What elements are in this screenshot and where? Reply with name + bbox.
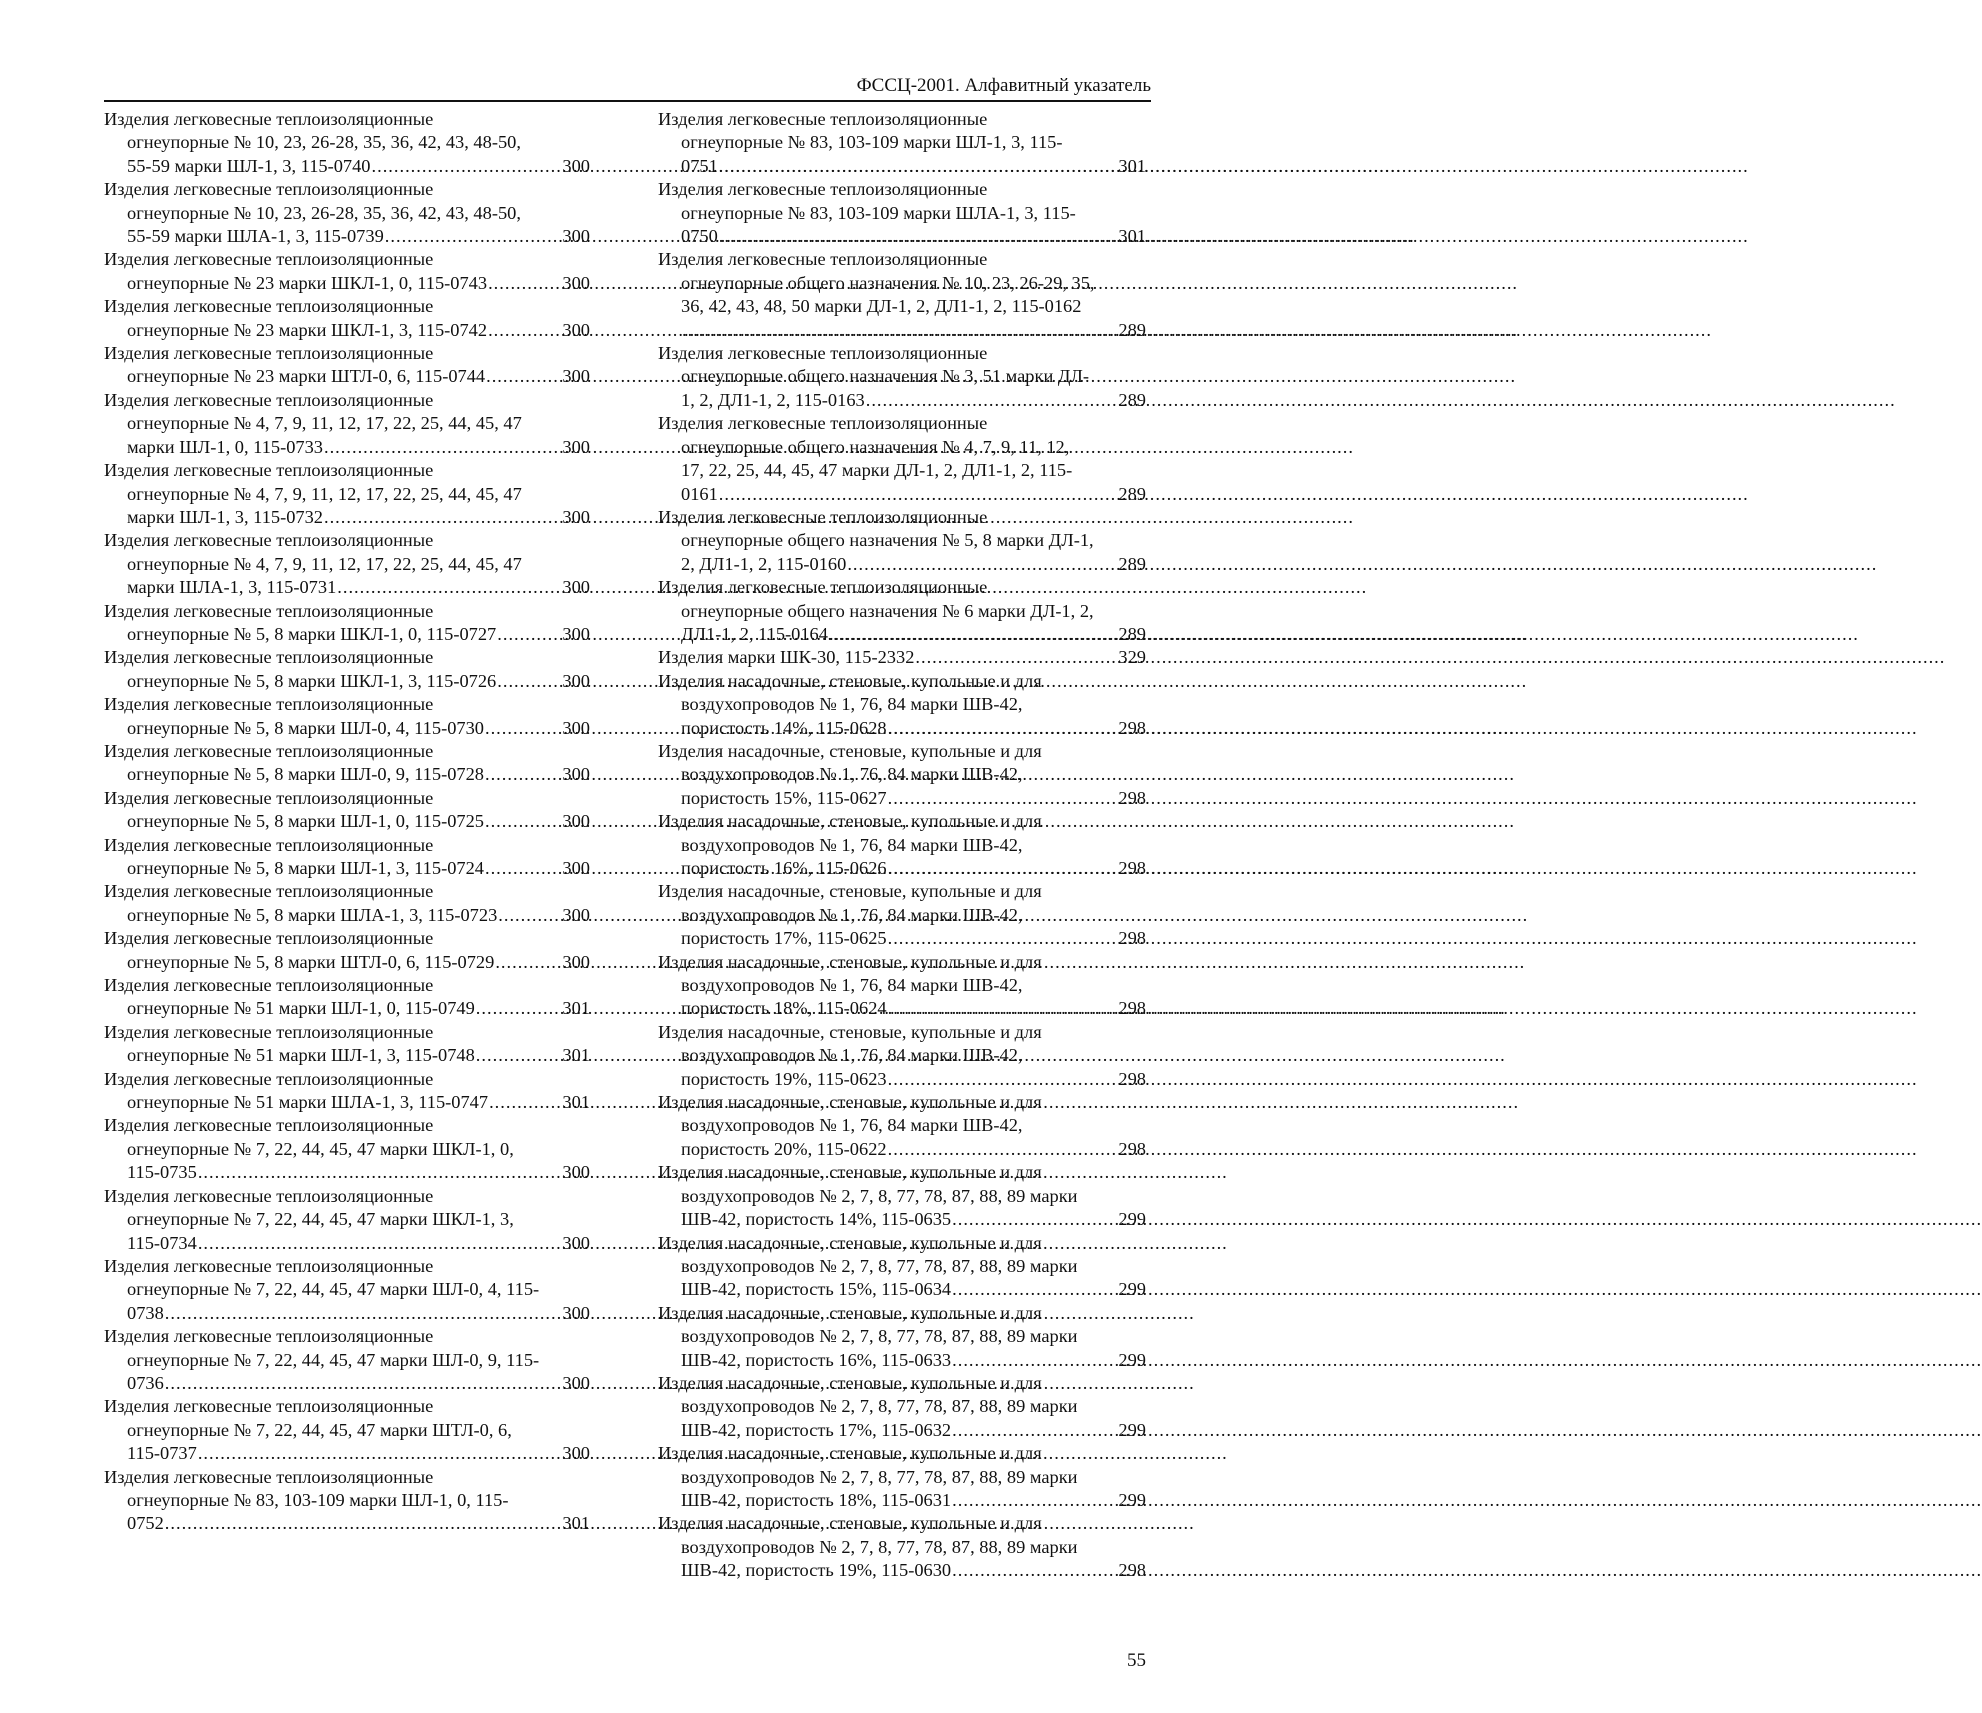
entry-text: Изделия насадочные, стеновые, купольные и для	[658, 811, 1042, 832]
entry-page-ref: 300	[562, 811, 590, 832]
index-entry	[104, 108, 590, 178]
entry-text: Изделия легковесные теплоизоляционные	[104, 787, 434, 808]
entry-page-ref: 289	[1118, 319, 1146, 340]
entry-text: огнеупорные № 7, 22, 44, 45, 47 марки ШЛ-0, 4, 115-	[127, 1279, 540, 1300]
leader-dots	[888, 927, 1118, 950]
index-entry	[658, 1161, 1146, 1231]
entry-text: 0751	[681, 155, 718, 176]
leader-dots	[719, 483, 1118, 506]
index-entry	[658, 1021, 1146, 1091]
leader-dots	[682, 319, 1117, 342]
entry-page-ref: 300	[562, 319, 590, 340]
index-entry	[658, 646, 1146, 669]
entry-text: воздухопроводов № 1, 76, 84 марки ШВ-42,	[681, 694, 1023, 715]
entry-text: Изделия легковесные теплоизоляционные	[104, 1255, 434, 1276]
entry-text: 2, ДЛ1-1, 2, 115-0160	[681, 553, 847, 574]
entry-text: огнеупорные № 5, 8 марки ШЛА-1, 3, 115-0723	[127, 904, 498, 925]
leader-dots	[952, 1489, 1117, 1512]
entry-text: Изделия легковесные теплоизоляционные	[104, 1326, 434, 1347]
leader-dots	[952, 1349, 1117, 1372]
index-entry	[658, 670, 1146, 740]
index-entry	[104, 927, 590, 974]
entry-page-ref: 299	[1118, 1279, 1146, 1300]
leader-dots	[198, 1232, 562, 1255]
entry-text: огнеупорные № 4, 7, 9, 11, 12, 17, 22, 25, 44, 45, 47	[127, 413, 522, 434]
entry-text: огнеупорные № 83, 103-109 марки ШЛ-1, 0, 115-	[127, 1489, 509, 1510]
entry-text: Изделия легковесные теплоизоляционные	[104, 1185, 434, 1206]
leader-dots	[488, 319, 561, 342]
entry-page-ref: 301	[562, 1513, 590, 1534]
index-entry	[658, 108, 1146, 178]
leader-dots	[495, 951, 561, 974]
leader-dots	[719, 225, 1118, 248]
entry-text: пористость 20%, 115-0622	[681, 1138, 887, 1159]
index-entry	[658, 248, 1146, 342]
entry-page-ref: 289	[1118, 389, 1146, 410]
entry-text: 115-0734	[127, 1232, 197, 1253]
entry-text: воздухопроводов № 1, 76, 84 марки ШВ-42,	[681, 904, 1023, 925]
leader-dots	[198, 1161, 562, 1184]
leader-dots	[888, 717, 1118, 740]
entry-text: Изделия марки ШК-30, 115-2332	[658, 647, 915, 668]
entry-text: огнеупорные № 23 марки ШТЛ-0, 6, 115-0744	[127, 366, 486, 387]
entry-text: Изделия легковесные теплоизоляционные	[104, 249, 434, 270]
entry-text: огнеупорные общего назначения № 4, 7, 9, 11, 12,	[681, 436, 1070, 457]
leader-dots	[847, 553, 1117, 576]
leader-dots	[952, 1208, 1117, 1231]
index-entry	[658, 576, 1146, 646]
index-entry	[104, 1466, 590, 1536]
entry-text: марки ШЛ-1, 3, 115-0732	[127, 506, 323, 527]
entry-text: воздухопроводов № 1, 76, 84 марки ШВ-42,	[681, 975, 1023, 996]
entry-text: огнеупорные № 5, 8 марки ШЛ-0, 9, 115-0728	[127, 764, 484, 785]
entry-text: огнеупорные № 7, 22, 44, 45, 47 марки ШТЛ-0, 6,	[127, 1419, 512, 1440]
leader-dots	[372, 155, 562, 178]
entry-page-ref: 300	[562, 366, 590, 387]
entry-text: ШВ-42, пористость 16%, 115-0633	[681, 1349, 952, 1370]
leader-dots	[888, 997, 1118, 1020]
entry-text: воздухопроводов № 1, 76, 84 марки ШВ-42,	[681, 764, 1023, 785]
entry-text: огнеупорные общего назначения № 6 марки ДЛ-1, 2,	[681, 600, 1094, 621]
entry-text: пористость 15%, 115-0627	[681, 787, 887, 808]
entry-text: пористость 19%, 115-0623	[681, 1068, 887, 1089]
index-entry	[104, 342, 590, 389]
leader-dots	[324, 506, 561, 529]
leader-dots	[337, 576, 561, 599]
index-entry	[104, 740, 590, 787]
entry-page-ref: 289	[1118, 483, 1146, 504]
entry-page-ref: 300	[562, 1232, 590, 1253]
entry-text: 0750	[681, 226, 718, 247]
leader-dots	[476, 997, 562, 1020]
index-entry	[104, 974, 590, 1021]
entry-text: Изделия легковесные теплоизоляционные	[658, 577, 988, 598]
entry-text: 0736	[127, 1372, 164, 1393]
entry-text: огнеупорные № 83, 103-109 марки ШЛА-1, 3, 115-	[681, 202, 1076, 223]
entry-page-ref: 301	[1118, 226, 1146, 247]
entry-text: огнеупорные общего назначения № 3, 51 марки ДЛ-	[681, 366, 1090, 387]
leader-dots	[165, 1302, 562, 1325]
entry-text: Изделия насадочные, стеновые, купольные и для	[658, 951, 1042, 972]
entry-text: пористость 17%, 115-0625	[681, 928, 887, 949]
entry-text: ШВ-42, пористость 14%, 115-0635	[681, 1209, 952, 1230]
entry-page-ref: 300	[562, 951, 590, 972]
leader-dots	[497, 623, 561, 646]
entry-text: огнеупорные № 5, 8 марки ШКЛ-1, 3, 115-0726	[127, 670, 497, 691]
entry-page-ref: 298	[1118, 787, 1146, 808]
entry-text: огнеупорные № 7, 22, 44, 45, 47 марки ШКЛ-1, 0,	[127, 1138, 514, 1159]
entry-text: Изделия легковесные теплоизоляционные	[104, 1396, 434, 1417]
index-entry	[658, 1442, 1146, 1512]
entry-text: марки ШЛА-1, 3, 115-0731	[127, 577, 337, 598]
entry-page-ref: 300	[562, 506, 590, 527]
index-entry	[104, 1255, 590, 1325]
index-entry	[104, 1114, 590, 1184]
index-entry	[658, 178, 1146, 248]
entry-text: огнеупорные общего назначения № 5, 8 марки ДЛ-1,	[681, 530, 1094, 551]
entry-text: Изделия легковесные теплоизоляционные	[104, 834, 434, 855]
leader-dots	[888, 1068, 1118, 1091]
entry-text: Изделия легковесные теплоизоляционные	[104, 179, 434, 200]
entry-text: огнеупорные № 51 марки ШЛА-1, 3, 115-0747	[127, 1092, 489, 1113]
entry-text: ДЛ1-1, 2, 115-0164	[681, 623, 828, 644]
entry-text: Изделия легковесные теплоизоляционные	[104, 694, 434, 715]
leader-dots	[497, 670, 561, 693]
entry-text: огнеупорные № 10, 23, 26-28, 35, 36, 42, 43, 48-50,	[127, 132, 521, 153]
entry-text: 0752	[127, 1513, 164, 1534]
entry-text: ШВ-42, пористость 15%, 115-0634	[681, 1279, 952, 1300]
entry-text: огнеупорные № 5, 8 марки ШЛ-0, 4, 115-0730	[127, 717, 484, 738]
entry-text: Изделия насадочные, стеновые, купольные и для	[658, 1513, 1042, 1534]
entry-text: Изделия легковесные теплоизоляционные	[104, 881, 434, 902]
entry-text: огнеупорные № 7, 22, 44, 45, 47 марки ШЛ-0, 9, 115-	[127, 1349, 540, 1370]
entry-text: огнеупорные № 5, 8 марки ШКЛ-1, 0, 115-0727	[127, 623, 497, 644]
entry-text: 55-59 марки ШЛА-1, 3, 115-0739	[127, 226, 384, 247]
leader-dots	[165, 1372, 562, 1395]
entry-text: воздухопроводов № 2, 7, 8, 77, 78, 87, 88, 89 марки	[681, 1326, 1078, 1347]
index-entry	[104, 1068, 590, 1115]
entry-text: Изделия легковесные теплоизоляционные	[104, 1068, 434, 1089]
entry-text: воздухопроводов № 1, 76, 84 марки ШВ-42,	[681, 1115, 1023, 1136]
entry-text: Изделия насадочные, стеновые, купольные и для	[658, 1092, 1042, 1113]
entry-text: 17, 22, 25, 44, 45, 47 марки ДЛ-1, 2, ДЛ1-1, 2, 115-	[681, 460, 1073, 481]
entry-text: Изделия насадочные, стеновые, купольные и для	[658, 740, 1042, 761]
entry-text: пористость 18%, 115-0624	[681, 998, 887, 1019]
entry-page-ref: 300	[562, 577, 590, 598]
leader-dots	[888, 857, 1118, 880]
index-entry	[104, 178, 590, 248]
leader-dots	[485, 763, 561, 786]
entry-text: Изделия легковесные теплоизоляционные	[104, 928, 434, 949]
index-entry	[658, 1512, 1146, 1582]
index-entry	[104, 459, 590, 529]
index-entry	[658, 1372, 1146, 1442]
entry-text: огнеупорные № 5, 8 марки ШТЛ-0, 6, 115-0729	[127, 951, 495, 972]
entry-text: воздухопроводов № 2, 7, 8, 77, 78, 87, 88, 89 марки	[681, 1396, 1078, 1417]
index-entry	[658, 342, 1146, 412]
entry-text: огнеупорные № 5, 8 марки ШЛ-1, 3, 115-0724	[127, 858, 484, 878]
index-entry	[104, 529, 590, 599]
entry-text: ШВ-42, пористость 18%, 115-0631	[681, 1489, 952, 1510]
entry-page-ref: 301	[1118, 155, 1146, 176]
leader-dots	[866, 389, 1118, 412]
entry-text: Изделия легковесные теплоизоляционные	[658, 109, 988, 129]
entry-page-ref: 299	[1118, 1489, 1146, 1510]
page-header	[104, 64, 1151, 102]
entry-page-ref: 301	[562, 1045, 590, 1066]
entry-text: Изделия легковесные теплоизоляционные	[658, 179, 988, 200]
entry-text: 55-59 марки ШЛ-1, 3, 115-0740	[127, 155, 371, 176]
index-entry	[104, 1395, 590, 1465]
leader-dots	[385, 225, 562, 248]
entry-page-ref: 289	[1118, 623, 1146, 644]
entry-text: Изделия легковесные теплоизоляционные	[658, 413, 988, 434]
entry-page-ref: 298	[1118, 1560, 1146, 1581]
entry-page-ref: 329	[1118, 647, 1146, 668]
entry-text: ШВ-42, пористость 19%, 115-0630	[681, 1560, 952, 1581]
index-entry	[104, 295, 590, 342]
entry-text: Изделия насадочные, стеновые, купольные и для	[658, 1162, 1042, 1183]
entry-text: Изделия легковесные теплоизоляционные	[104, 343, 434, 364]
index-column-left	[104, 108, 590, 1536]
leader-dots	[498, 904, 561, 927]
entry-text: 0161	[681, 483, 718, 504]
index-entry	[104, 880, 590, 927]
leader-dots	[485, 857, 561, 880]
entry-page-ref: 300	[562, 623, 590, 644]
entry-page-ref: 298	[1118, 1138, 1146, 1159]
entry-text: 115-0737	[127, 1443, 197, 1464]
entry-text: Изделия легковесные теплоизоляционные	[104, 740, 434, 761]
entry-text: 0738	[127, 1302, 164, 1323]
entry-page-ref: 300	[562, 1302, 590, 1323]
entry-text: огнеупорные № 83, 103-109 марки ШЛ-1, 3, 115-	[681, 132, 1063, 153]
entry-page-ref: 300	[562, 272, 590, 293]
entry-page-ref: 289	[1118, 553, 1146, 574]
entry-text: Изделия легковесные теплоизоляционные	[104, 530, 434, 551]
entry-text: воздухопроводов № 2, 7, 8, 77, 78, 87, 88, 89 марки	[681, 1185, 1078, 1206]
entry-page-ref: 300	[562, 858, 590, 878]
entry-page-ref: 300	[562, 1443, 590, 1464]
entry-text: Изделия насадочные, стеновые, купольные и для	[658, 1302, 1042, 1323]
index-entry	[658, 880, 1146, 950]
index-entry	[104, 248, 590, 295]
leader-dots	[486, 365, 561, 388]
entry-text: огнеупорные № 23 марки ШКЛ-1, 3, 115-0742	[127, 319, 488, 340]
entry-page-ref: 300	[562, 226, 590, 247]
entry-page-ref: 298	[1118, 858, 1146, 878]
entry-text: 1, 2, ДЛ1-1, 2, 115-0163	[681, 389, 865, 410]
entry-text: огнеупорные № 4, 7, 9, 11, 12, 17, 22, 25, 44, 45, 47	[127, 483, 522, 504]
leader-dots	[489, 1091, 561, 1114]
entry-page-ref: 298	[1118, 1068, 1146, 1089]
entry-text: огнеупорные № 10, 23, 26-28, 35, 36, 42, 43, 48-50,	[127, 202, 521, 223]
entry-text: Изделия насадочные, стеновые, купольные и для	[658, 1372, 1042, 1393]
leader-dots	[198, 1442, 562, 1465]
index-entry	[658, 1091, 1146, 1161]
entry-text: Изделия легковесные теплоизоляционные	[104, 389, 434, 410]
entry-text: Изделия легковесные теплоизоляционные	[658, 343, 988, 364]
index-entry	[104, 1325, 590, 1395]
entry-page-ref: 300	[562, 436, 590, 457]
entry-text: воздухопроводов № 2, 7, 8, 77, 78, 87, 88, 89 марки	[681, 1466, 1078, 1487]
leader-dots	[952, 1559, 1117, 1582]
leader-dots	[829, 623, 1117, 646]
running-title: ФССЦ-2001. Алфавитный указатель	[856, 75, 1151, 96]
entry-page-ref: 300	[562, 155, 590, 176]
entry-text: Изделия насадочные, стеновые, купольные и для	[658, 1232, 1042, 1253]
entry-text: огнеупорные № 7, 22, 44, 45, 47 марки ШКЛ-1, 3,	[127, 1209, 514, 1230]
index-entry	[658, 1232, 1146, 1302]
index-entry	[104, 787, 590, 834]
index-entry	[104, 693, 590, 740]
entry-page-ref: 298	[1118, 998, 1146, 1019]
entry-text: ШВ-42, пористость 17%, 115-0632	[681, 1419, 952, 1440]
index-entry	[658, 1302, 1146, 1372]
entry-text: Изделия насадочные, стеновые, купольные и для	[658, 670, 1042, 691]
index-entry	[658, 740, 1146, 810]
entry-text: 115-0735	[127, 1162, 197, 1183]
leader-dots	[952, 1278, 1117, 1301]
entry-text: Изделия легковесные теплоизоляционные	[104, 647, 434, 668]
entry-text: Изделия легковесные теплоизоляционные	[104, 1466, 434, 1487]
entry-text: Изделия насадочные, стеновые, купольные и для	[658, 881, 1042, 902]
leader-dots	[476, 1044, 562, 1067]
entry-page-ref: 299	[1118, 1419, 1146, 1440]
leader-dots	[324, 436, 561, 459]
index-column-right	[658, 108, 1146, 1583]
entry-text: огнеупорные общего назначения № 10, 23, 26-29, 35,	[681, 272, 1095, 293]
index-entry	[104, 1185, 590, 1255]
index-entry	[104, 600, 590, 647]
index-entry	[658, 951, 1146, 1021]
entry-page-ref: 300	[562, 1372, 590, 1393]
entry-page-ref: 301	[562, 1092, 590, 1113]
leader-dots	[719, 155, 1118, 178]
entry-page-ref: 300	[562, 670, 590, 691]
index-entry	[658, 412, 1146, 506]
index-entry	[104, 1021, 590, 1068]
entry-text: воздухопроводов № 2, 7, 8, 77, 78, 87, 88, 89 марки	[681, 1536, 1078, 1557]
page-number: 55	[1127, 1650, 1146, 1671]
entry-text: Изделия легковесные теплоизоляционные	[104, 460, 434, 481]
entry-text: огнеупорные № 51 марки ШЛ-1, 0, 115-0749	[127, 998, 475, 1019]
entry-text: Изделия легковесные теплоизоляционные	[104, 109, 434, 129]
entry-text: Изделия легковесные теплоизоляционные	[104, 296, 434, 317]
entry-page-ref: 301	[562, 998, 590, 1019]
index-entry	[658, 506, 1146, 576]
entry-text: воздухопроводов № 1, 76, 84 марки ШВ-42,	[681, 834, 1023, 855]
entry-text: огнеупорные № 4, 7, 9, 11, 12, 17, 22, 25, 44, 45, 47	[127, 553, 522, 574]
entry-page-ref: 298	[1118, 717, 1146, 738]
leader-dots	[485, 717, 561, 740]
entry-page-ref: 300	[562, 904, 590, 925]
entry-text: Изделия легковесные теплоизоляционные	[104, 1115, 434, 1136]
entry-page-ref: 298	[1118, 928, 1146, 949]
leader-dots	[952, 1419, 1117, 1442]
entry-text: Изделия легковесные теплоизоляционные	[104, 1021, 434, 1042]
entry-page-ref: 299	[1118, 1349, 1146, 1370]
leader-dots	[485, 810, 561, 833]
entry-text: Изделия легковесные теплоизоляционные	[658, 506, 988, 527]
entry-page-ref: 300	[562, 764, 590, 785]
index-entry	[104, 646, 590, 693]
entry-text: воздухопроводов № 1, 76, 84 марки ШВ-42,	[681, 1045, 1023, 1066]
index-entry	[104, 834, 590, 881]
leader-dots	[888, 1138, 1118, 1161]
entry-text: Изделия насадочные, стеновые, купольные и для	[658, 1021, 1042, 1042]
entry-text: Изделия легковесные теплоизоляционные	[658, 249, 988, 270]
entry-text: огнеупорные № 23 марки ШКЛ-1, 0, 115-0743	[127, 272, 488, 293]
entry-text: огнеупорные № 51 марки ШЛ-1, 3, 115-0748	[127, 1045, 475, 1066]
leader-dots	[888, 787, 1118, 810]
entry-text: пористость 14%, 115-0628	[681, 717, 887, 738]
entry-text: огнеупорные № 5, 8 марки ШЛ-1, 0, 115-0725	[127, 811, 484, 832]
entry-text: воздухопроводов № 2, 7, 8, 77, 78, 87, 88, 89 марки	[681, 1255, 1078, 1276]
entry-text: Изделия насадочные, стеновые, купольные и для	[658, 1443, 1042, 1464]
entry-text: пористость 16%, 115-0626	[681, 858, 887, 878]
entry-text: 36, 42, 43, 48, 50 марки ДЛ-1, 2, ДЛ1-1, 2, 115-0162	[681, 296, 1082, 317]
entry-text: Изделия легковесные теплоизоляционные	[104, 600, 434, 621]
entry-text: марки ШЛ-1, 0, 115-0733	[127, 436, 323, 457]
entry-text: Изделия легковесные теплоизоляционные	[104, 975, 434, 996]
entry-page-ref: 300	[562, 1162, 590, 1183]
entry-page-ref: 299	[1118, 1209, 1146, 1230]
index-entry	[658, 810, 1146, 880]
index-entry	[104, 389, 590, 459]
leader-dots	[915, 646, 1117, 669]
entry-page-ref: 300	[562, 717, 590, 738]
leader-dots	[165, 1512, 562, 1535]
leader-dots	[488, 272, 561, 295]
